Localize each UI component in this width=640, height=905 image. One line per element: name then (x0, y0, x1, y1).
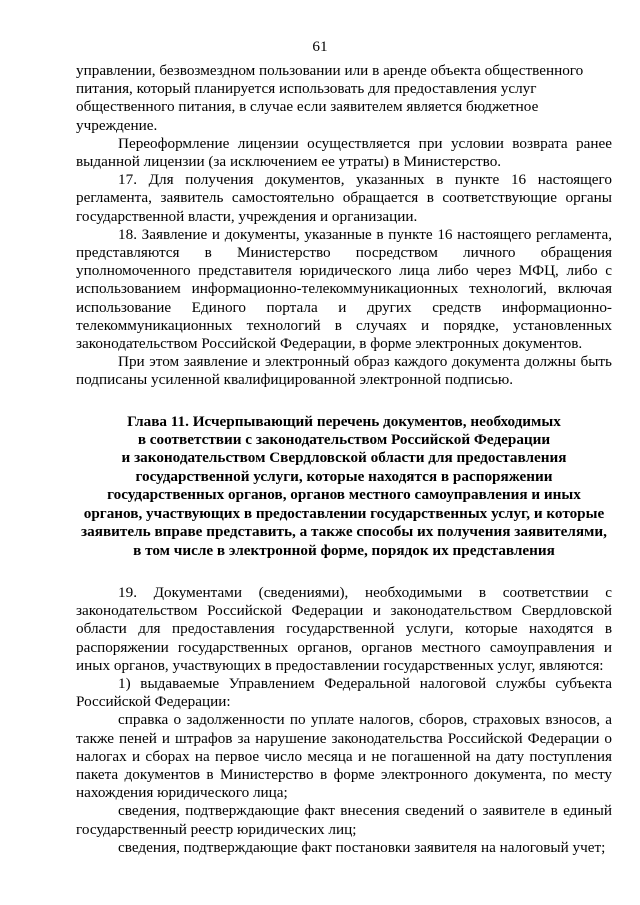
chapter-heading-line: и законодательством Свердловской области для предоставления (121, 449, 567, 467)
paragraph-signature-note: При этом заявление и электронный образ каждого документа должны быть подписаны усиленной квалифицированной электронной подписью. (76, 353, 612, 389)
chapter-heading (76, 413, 612, 560)
paragraph-item-19: 19. Документами (сведениями), необходимыми в соответствии с законодательством Российской Федерации и законодательством Свердловской области для предоставления государственной услуги, которые находятся в распоряжении государственных органов, органов местного самоуправления и иных органов, участвующих в предоставлении государственных услуг, являются: (76, 583, 612, 674)
document-body (76, 62, 612, 857)
chapter-heading-line: государственной услуги, которые находятся в распоряжении (135, 467, 553, 485)
paragraph-item-17: 17. Для получения документов, указанных в пункте 16 настоящего регламента, заявитель самостоятельно обращается в соответствующие органы государственной власти, учреждения и организации. (76, 171, 612, 225)
paragraph-continuation: управлении, безвозмездном пользовании или в аренде объекта общественного питания, который планируется использовать для предоставления услуг общественного питания, в случае если заявителем является бюджетное учреждение. (76, 62, 584, 134)
paragraph-registry-info: сведения, подтверждающие факт внесения сведений о заявителе в единый государственный реестр юридических лиц; (76, 802, 612, 838)
chapter-heading-line: заявитель вправе представить, а также способы их получения заявителями, (81, 523, 607, 541)
paragraph-item-18: 18. Заявление и документы, указанные в пункте 16 настоящего регламента, представляются в Министерство посредством личного обращения уполномоченного представителя юридического лица либо через МФЦ, либо с использованием информационно-телекоммуникационных технологий, включая использование Единого портала и других средств информационно-телекоммуникационных технологий в случаях и порядке, установленных законодательством Российской Федерации, в форме электронных документов. (76, 225, 612, 353)
chapter-heading-line: государственных органов, органов местного самоуправления и иных (107, 486, 581, 504)
paragraph-subitem-1: 1) выдаваемые Управлением Федеральной налоговой службы субъекта Российской Федерации: (76, 674, 612, 711)
chapter-heading-line: в соответствии с законодательством Российской Федерации (137, 431, 551, 449)
chapter-heading-line: в том числе в электронной форме, порядок их представления (133, 541, 555, 559)
paragraph-tax-registration: сведения, подтверждающие факт постановки заявителя на налоговый учет; (118, 838, 606, 856)
paragraph-license-reissue: Переоформление лицензии осуществляется при условии возврата ранее выданной лицензии (за исключением ее утраты) в Министерство. (76, 134, 612, 171)
chapter-heading-line: органов, участвующих в предоставлении государственных услуг, и которые (83, 504, 605, 522)
paragraph-tax-certificate: справка о задолженности по уплате налогов, сборов, страховых взносов, а также пеней и штрафов за нарушение законодательства Российской Федерации о налогах и сборах на первое число месяца и не погашенной на дату поступления пакета документов в Министерство в форме электронного документа, по месту нахождения юридического лица; (76, 711, 612, 802)
chapter-heading-line: Глава 11. Исчерпывающий перечень документов, необходимых (127, 412, 561, 430)
page-number: 61 (312, 38, 328, 55)
